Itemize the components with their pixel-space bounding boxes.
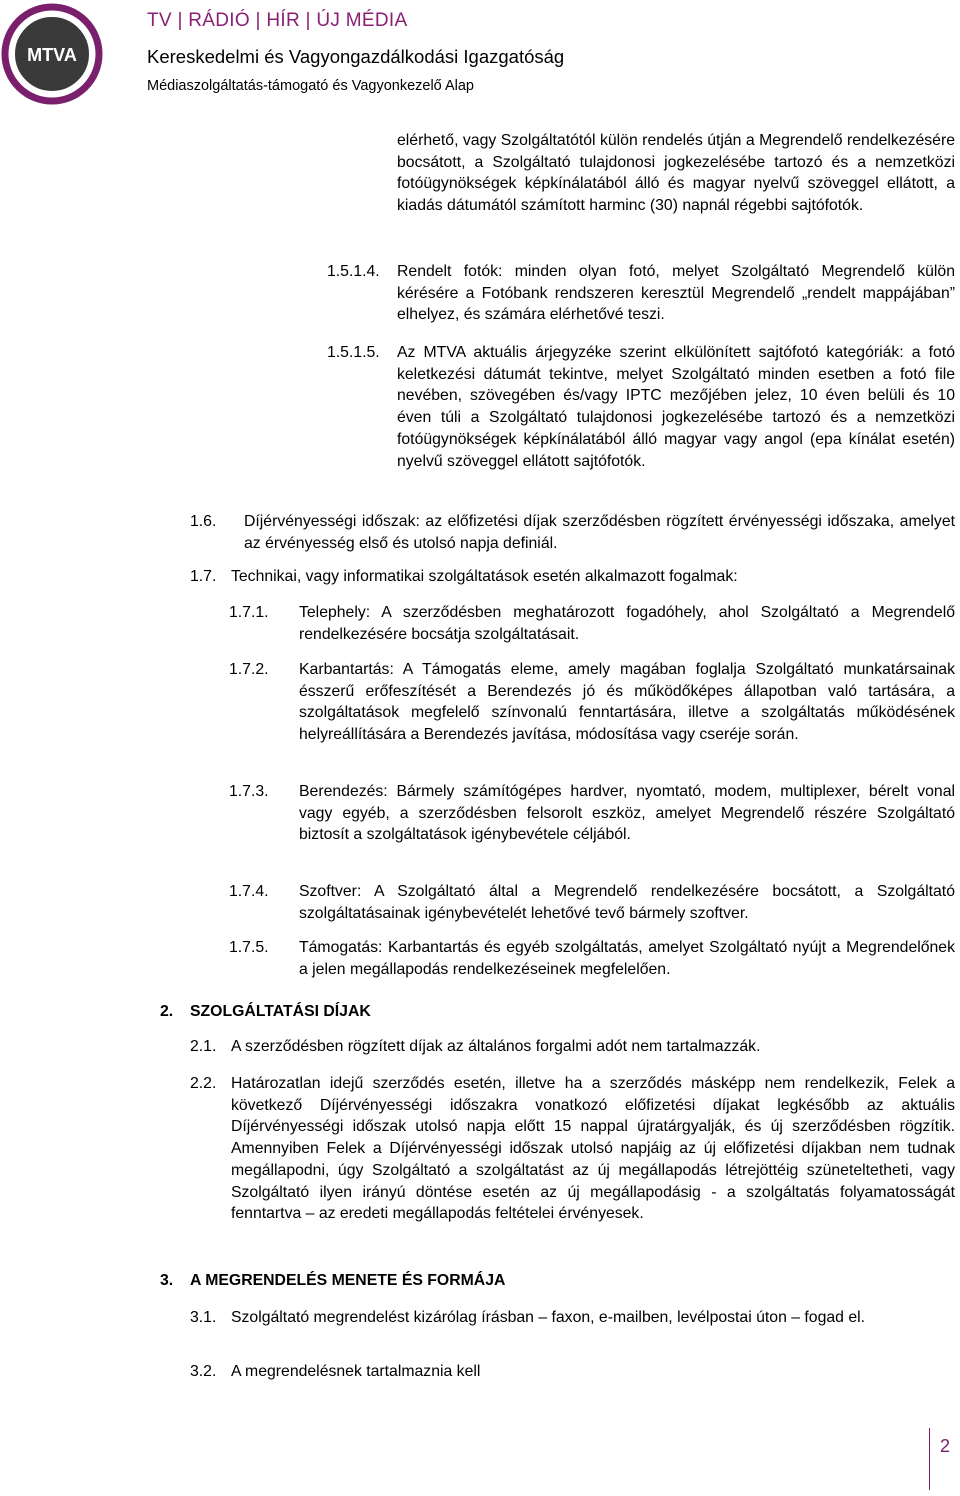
header-tagline: TV | RÁDIÓ | HÍR | ÚJ MÉDIA bbox=[147, 10, 408, 31]
clause-number-16: 1.6. bbox=[190, 513, 217, 530]
clause-text-32: A megrendelésnek tartalmaznia kell bbox=[231, 1363, 481, 1380]
mtva-logo bbox=[0, 0, 120, 110]
page-number-rule bbox=[929, 1428, 930, 1490]
clause-number-21: 2.1. bbox=[190, 1038, 217, 1055]
section-number-2: 2. bbox=[160, 1003, 174, 1020]
clause-number-1514: 1.5.1.4. bbox=[327, 263, 380, 280]
clause-number-174: 1.7.4. bbox=[229, 883, 269, 900]
clause-number-22: 2.2. bbox=[190, 1075, 217, 1092]
clause-number-173: 1.7.3. bbox=[229, 783, 269, 800]
clause-text-1514: Rendelt fotók: minden olyan fotó, melyet Szolgáltató Megrendelő külön kérésére a Fotóbank rendszeren keresztül Megrendelő „rendelt mappájában” elhelyez, és számára elérhetővé teszi. bbox=[397, 263, 955, 324]
section-heading-3: A MEGRENDELÉS MENETE ÉS FORMÁJA bbox=[190, 1272, 506, 1289]
clause-number-17: 1.7. bbox=[190, 568, 217, 585]
continuation-paragraph: elérhető, vagy Szolgáltatótól külön rendelés útján a Megrendelő rendelkezésére bocsátott, a Szolgáltató tulajdonosi jogkezelésébe tartozó és a nemzetközi fotóügynökségek képkínálatából álló és magyar nyelvű szöveggel ellátott, a kiadás dátumától számított harminc (30) napnál régebbi sajtófotók. bbox=[397, 132, 955, 215]
section-heading-2: SZOLGÁLTATÁSI DÍJAK bbox=[190, 1003, 371, 1020]
clause-number-32: 3.2. bbox=[190, 1363, 217, 1380]
header-organization: Médiaszolgáltatás-támogató és Vagyonkezelő Alap bbox=[147, 78, 474, 94]
clause-number-175: 1.7.5. bbox=[229, 939, 269, 956]
clause-number-172: 1.7.2. bbox=[229, 661, 269, 678]
clause-number-1515: 1.5.1.5. bbox=[327, 344, 380, 361]
page-header bbox=[0, 0, 960, 110]
clause-text-175: Támogatás: Karbantartás és egyéb szolgáltatás, amelyet Szolgáltató nyújt a Megrendelőnek a jelen megállapodás rendelkezéseinek megfelelően. bbox=[299, 939, 955, 978]
clause-text-172: Karbantartás: A Támogatás eleme, amely magában foglalja Szolgáltató munkatársainak ésszerű erőfeszítését a Berendezés jó és működőképes állapotban való tartására, a szolgáltatások megfelelő színvonalú fenntartására, illetve a szolgáltatás működésének helyreállítására a Berendezés javítása, módosítása vagy cseréje során. bbox=[299, 661, 955, 744]
clause-text-173: Berendezés: Bármely számítógépes hardver, nyomtató, modem, multiplexer, bérelt vonal vagy egyéb, a szerződésben felsorolt eszköz, amelyet Megrendelő részére Szolgáltató biztosít a szolgáltatások igénybevétele céljából. bbox=[299, 783, 955, 844]
clause-number-31: 3.1. bbox=[190, 1309, 217, 1326]
clause-text-174: Szoftver: A Szolgáltató által a Megrendelő rendelkezésére bocsátott, a Szolgáltató szolgáltatásainak igénybevételét lehetővé tevő bármely szoftver. bbox=[299, 883, 955, 922]
clause-text-22: Határozatlan idejű szerződés esetén, illetve ha a szerződés másképp nem rendelkezik, Felek a következő Díjérvényességi időszakra vonatkozó előfizetési díjakat legkésőbb az aktuális Díjérvényességi időszak utolsó napja előtt 15 nappal újratárgyalják, és új szerződésben rögzítik. Amennyiben Felek a Díjérvényességi időszak utolsó napjáig az új előfizetési díjakban nem tudnak megállapodni, úgy Szolgáltató a szolgáltatást az új megállapodás létrejöttéig szüneteltetheti, vagy Szolgáltató ilyen irányú döntése esetén az új megállapodásig - a szolgáltatás folyamatosságát fenntartva – az eredeti megállapodás feltételei érvényesek. bbox=[231, 1075, 955, 1223]
clause-text-16: Díjérvényességi időszak: az előfizetési díjak szerződésben rögzített érvényességi időszaka, amelyet az érvényesség első és utolsó napja definiál. bbox=[244, 513, 955, 552]
page-number: 2 bbox=[940, 1436, 951, 1456]
clause-text-21: A szerződésben rögzített díjak az általános forgalmi adót nem tartalmazzák. bbox=[231, 1038, 761, 1055]
logo-text: MTVA bbox=[27, 45, 77, 65]
clause-text-31: Szolgáltató megrendelést kizárólag írásban – faxon, e-mailben, levélpostai úton – fogad el. bbox=[231, 1309, 866, 1326]
section-number-3: 3. bbox=[160, 1272, 174, 1289]
header-directorate: Kereskedelmi és Vagyongazdálkodási Igazgatóság bbox=[147, 46, 565, 67]
clause-text-17: Technikai, vagy informatikai szolgáltatások esetén alkalmazott fogalmak: bbox=[231, 568, 738, 585]
clause-text-1515: Az MTVA aktuális árjegyzéke szerint elkülönített sajtófotó kategóriák: a fotó keletkezési dátumát tekintve, melyet Szolgáltató minden esetben a fotó file nevében, szövegében és/vagy IPTC mezőjében jelez, 10 éven belüli és 10 éven túli a Szolgáltató tulajdonosi jogkezelésébe tartozó és a nemzetközi fotóügynökségek képkínálatából álló magyar vagy angol (epa kínálat esetén) nyelvű szöveggel ellátott sajtófotók. bbox=[397, 344, 955, 470]
clause-number-171: 1.7.1. bbox=[229, 604, 269, 621]
clause-text-171: Telephely: A szerződésben meghatározott fogadóhely, ahol Szolgáltató a Megrendelő rendelkezésére bocsátja szolgáltatásait. bbox=[299, 604, 955, 643]
